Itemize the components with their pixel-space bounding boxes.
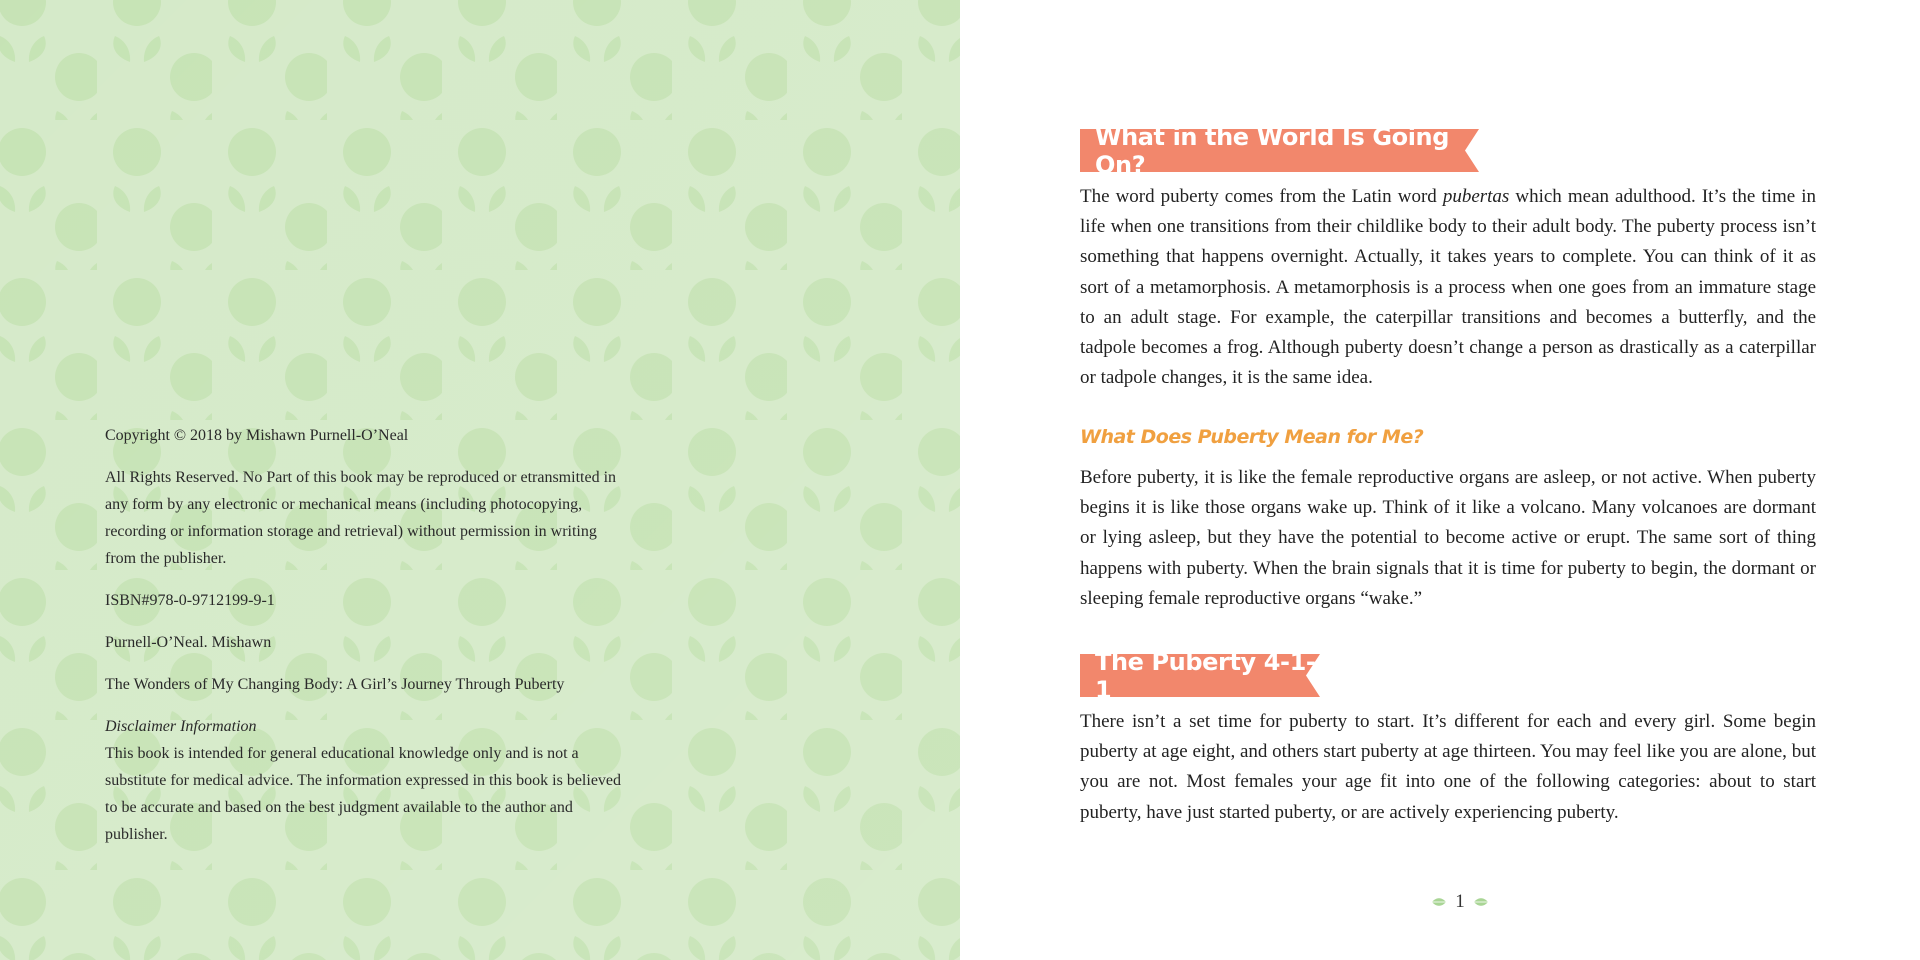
paragraph-start: The word puberty comes from the Latin word — [1080, 186, 1443, 207]
subsection-heading: What Does Puberty Mean for Me? — [1080, 426, 1424, 448]
page-number: 1 — [1455, 891, 1465, 912]
isbn: ISBN#978-0-9712199-9-1 — [105, 592, 275, 609]
paragraph-rest: which mean adulthood. It’s the time in life when one transitions from their childlike body to their adult body. The puberty process isn’t something that happens overnight. Actually, it takes years to complete. You can think of it as sort of a metamorphosis. A metamorphosis is a process when one goes from an immature stage to an adult stage. For example, the caterpillar transitions and becomes a butterfly, and the tadpole becomes a frog. Although puberty doesn’t change a person as drastically as a caterpillar or tadpole changes, it is the same idea. — [1080, 186, 1816, 389]
author-catalog-entry: Purnell-O’Neal. Mishawn — [105, 634, 272, 651]
copyright-text-block — [105, 422, 625, 848]
leaf-icon — [1473, 897, 1489, 907]
disclaimer-text: This book is intended for general educational knowledge only and is not a substitute for medical advice. The information expressed in this book is believed to be accurate and based on the best judgment available to the author and publisher. — [105, 745, 622, 843]
section-banner-puberty-411 — [1080, 647, 1320, 704]
disclaimer — [105, 713, 625, 848]
content-page — [960, 0, 1920, 960]
subsection-paragraph: Before puberty, it is like the female reproductive organs are asleep, or not active. When puberty begins it is like those organs wake up. Think of it like a volcano. Many volcanoes are dormant or lying asleep, but they have the potential to become active or erupt. The same sort of thing happens with puberty. When the brain signals that it is time for puberty to begin, the dormant or sleeping female reproductive organs “wake.” — [1080, 467, 1816, 609]
section-heading: The Puberty 4-1-1 — [1095, 647, 1316, 704]
section-banner-what-in-the-world — [1080, 122, 1479, 179]
page-number-footer — [1405, 890, 1515, 914]
rights-statement: All Rights Reserved. No Part of this book may be reproduced or etransmitted in any form by any electronic or mechanical means (including photocopying, recording or information storage and retrieval) without permission in writing from the publisher. — [105, 469, 617, 567]
disclaimer-title: Disclaimer Information — [105, 718, 257, 735]
section-heading: What in the World Is Going On? — [1095, 122, 1449, 179]
section-paragraph-intro — [1080, 182, 1816, 393]
section-paragraph-puberty-411: There isn’t a set time for puberty to start. It’s different for each and every girl. Some begin puberty at age eight, and others start puberty at age thirteen. You may feel like you are alone, but you are not. Most females your age fit into one of the following categories: about to start puberty, have just started puberty, or are actively experiencing puberty. — [1080, 711, 1816, 823]
latin-term: pubertas — [1442, 186, 1510, 207]
leaf-icon — [1431, 897, 1447, 907]
book-title: The Wonders of My Changing Body: A Girl’s Journey Through Puberty — [105, 676, 565, 693]
copyright-line: Copyright © 2018 by Mishawn Purnell-O’Neal — [105, 427, 409, 444]
